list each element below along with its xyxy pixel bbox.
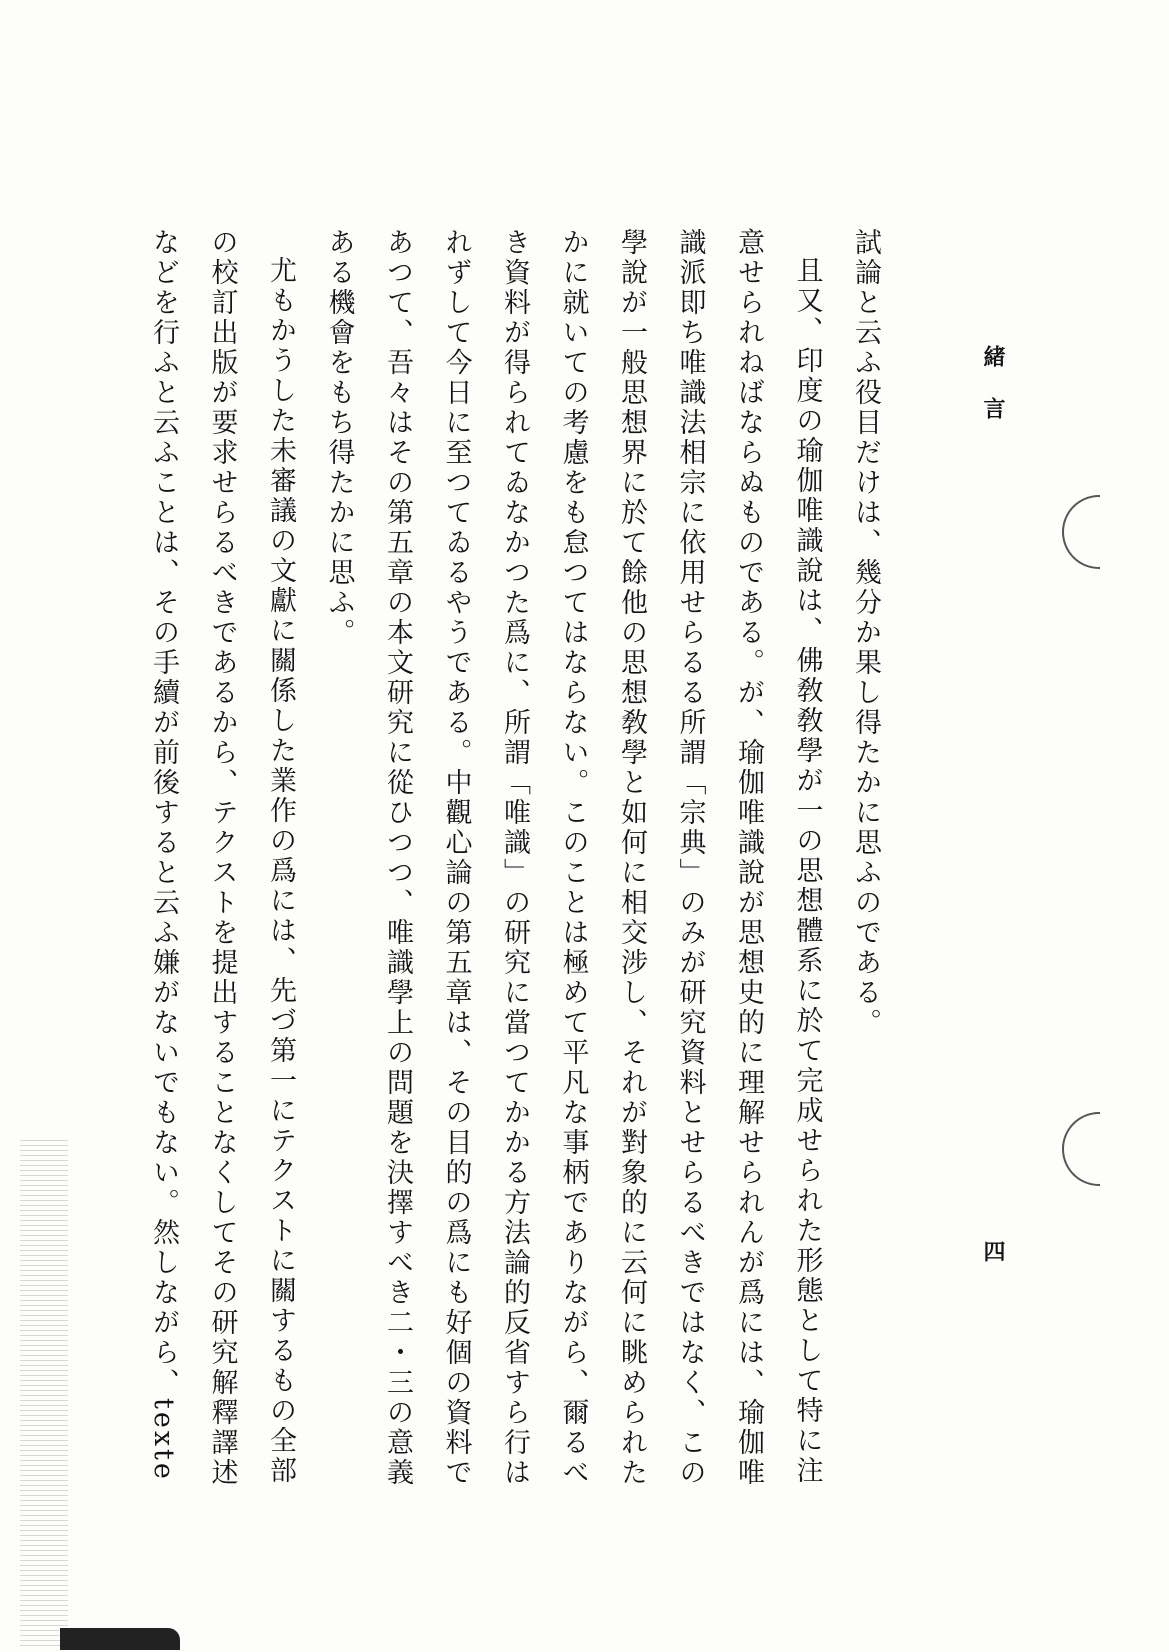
text-line: ある機會をもち得たかに思ふ。 xyxy=(323,228,355,648)
binding-hole-mark-icon xyxy=(1062,1112,1100,1186)
text-line: 學說が一般思想界に於て餘他の思想敎學と如何に相交涉し、それが對象的に云何に眺められた xyxy=(616,228,647,1488)
page-number: 四 xyxy=(980,1240,1006,1262)
text-line: 且又、印度の瑜伽唯識說は、佛敎敎學が一の思想體系に於て完成せられた形態として特に注 xyxy=(791,256,823,1486)
text-line: 意せられねばならぬものである。が、瑜伽唯識說が思想史的に理解せられんが爲には、瑜伽唯 xyxy=(733,228,764,1488)
text-line: の校訂出版が要求せらるべきであるから、テクストを提出することなくしてその研究解釋譯述 xyxy=(206,228,238,1488)
text-line: などを行ふと云ふことは、その手續が前後すると云ふ嫌がないでもない。然しながら、texte xyxy=(148,228,179,1482)
text-line: かに就いての考慮をも怠つてはならない。このことは極めて平凡な事柄でありながら、爾るべ xyxy=(557,228,589,1488)
text-line: 尤もかうした未審議の文獻に關係した業作の爲には、先づ第一にテクストに關するもの全部 xyxy=(265,256,296,1486)
scan-edge-artifact xyxy=(20,1140,68,1650)
text-line: れずして今日に至つてゐるやうである。中觀心論の第五章は、その目的の爲にも好個の資料で xyxy=(440,228,472,1488)
text-line: 識派即ち唯識法相宗に依用せらるる所謂「宗典」のみが研究資料とせらるべきではなく、この xyxy=(674,228,706,1488)
text-line: き資料が得られてゐなかつた爲に、所謂「唯識」の研究に當つてかかる方法論的反省すら行は xyxy=(499,228,530,1488)
text-line: 試論と云ふ役目だけは、幾分か果し得たかに思ふのである。 xyxy=(850,228,881,1038)
running-title: 緒言 xyxy=(980,345,1006,449)
scan-corner-artifact xyxy=(60,1628,180,1650)
body-text xyxy=(134,228,895,1488)
binding-hole-mark-icon xyxy=(1062,495,1100,569)
text-line: あつて、吾々はその第五章の本文研究に從ひつつ、唯識學上の問題を決擇すべき二・三の意義 xyxy=(382,228,413,1488)
